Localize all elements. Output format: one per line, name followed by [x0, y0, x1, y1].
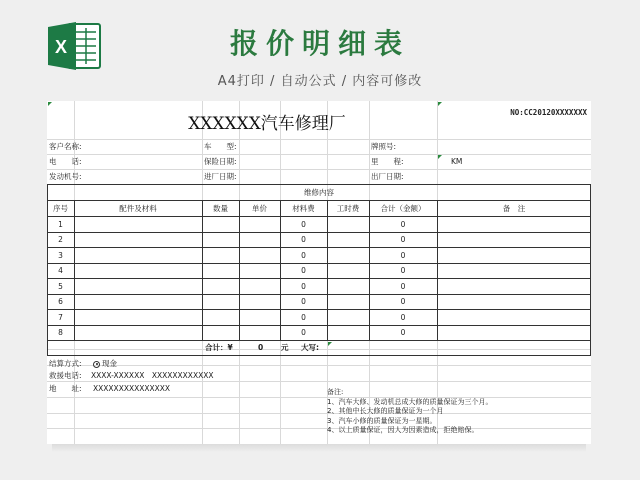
material-fee-cell[interactable]: 0	[301, 281, 306, 291]
notes-block	[327, 388, 492, 436]
total-cell[interactable]: 0	[400, 219, 406, 229]
note-item: 3、汽车小修的质量保证为一星期。	[327, 416, 437, 425]
page-subtitle: A4打印 / 自动公式 / 内容可修改	[217, 74, 423, 89]
page-title: 报价明细表	[229, 27, 410, 60]
column-header: 合计（金额）	[380, 203, 426, 213]
address-label: 地 址:	[49, 384, 82, 394]
total-cell[interactable]: 0	[400, 250, 406, 260]
address-value[interactable]: XXXXXXXXXXXXXXX	[93, 384, 171, 394]
insurance-date-label: 保险日期:	[204, 156, 237, 166]
column-header: 序号	[53, 203, 68, 213]
total-cell[interactable]: 0	[400, 281, 406, 291]
exit-date-label: 出厂日期:	[371, 171, 404, 181]
column-header: 配件及材料	[119, 203, 157, 213]
total-value[interactable]: 0	[258, 343, 264, 353]
spreadsheet-sheet	[47, 101, 591, 444]
total-cell[interactable]: 0	[400, 312, 406, 322]
mileage-unit: KM	[451, 156, 463, 166]
material-fee-cell[interactable]: 0	[301, 312, 306, 322]
column-header: 备 注	[502, 203, 526, 213]
rescue-phone-value[interactable]: XXXX-XXXXXX XXXXXXXXXXXX	[91, 371, 214, 381]
total-label: 合计：¥	[205, 343, 233, 353]
car-type-label: 车 型:	[204, 141, 237, 151]
quote-number[interactable]: NO:CC20120XXXXXXX	[510, 108, 587, 117]
column-header: 单价	[252, 203, 267, 213]
row-number: 1	[58, 219, 63, 229]
radio-selected-icon[interactable]	[93, 361, 100, 368]
total-unit: 元	[281, 343, 289, 353]
material-fee-cell[interactable]: 0	[301, 266, 306, 276]
plate-label: 牌照号:	[371, 141, 397, 151]
row-number: 8	[58, 328, 63, 338]
material-fee-cell[interactable]: 0	[301, 328, 306, 338]
svg-text:X: X	[55, 37, 68, 57]
material-fee-cell[interactable]: 0	[301, 250, 306, 260]
entry-date-label: 进厂日期:	[204, 171, 237, 181]
column-header: 材料费	[292, 203, 315, 213]
note-item: 4、以上质量保证，因人为因素造成，拒绝赔保。	[327, 426, 479, 434]
row-number: 2	[58, 235, 63, 245]
rescue-phone-label: 救援电话:	[49, 371, 82, 381]
engine-number-label: 发动机号:	[49, 171, 82, 181]
material-fee-cell[interactable]: 0	[301, 219, 306, 229]
row-number: 6	[58, 297, 63, 307]
material-fee-cell[interactable]: 0	[301, 297, 306, 307]
page-shadow	[52, 444, 586, 452]
total-cell[interactable]: 0	[400, 235, 406, 245]
mileage-label: 里 程:	[371, 156, 404, 166]
note-item: 2、其他中长大修的质量保证为一个月	[327, 407, 444, 415]
row-number: 3	[58, 250, 63, 260]
total-cell[interactable]: 0	[400, 328, 406, 338]
section-title: 维修内容	[304, 187, 334, 197]
material-fee-cell[interactable]: 0	[301, 235, 306, 245]
company-name[interactable]: XXXXXX汽车修理厂	[188, 114, 346, 134]
column-header: 工时费	[336, 203, 360, 213]
settle-label: 结算方式:	[49, 359, 82, 369]
note-item: 1、汽车大修、发动机总成大修的质量保证为三个月。	[327, 397, 493, 406]
settle-value: 现金	[102, 359, 117, 369]
column-header: 数量	[213, 203, 228, 213]
total-cell[interactable]: 0	[400, 297, 406, 307]
customer-label: 客户名称:	[49, 141, 82, 151]
notes-title: 备注:	[327, 388, 344, 396]
total-caps-label: 大写:	[301, 343, 319, 353]
phone-label: 电 话:	[49, 156, 82, 166]
row-number: 4	[58, 266, 63, 276]
row-number: 7	[58, 312, 63, 322]
total-cell[interactable]: 0	[400, 266, 406, 276]
row-number: 5	[58, 281, 63, 291]
